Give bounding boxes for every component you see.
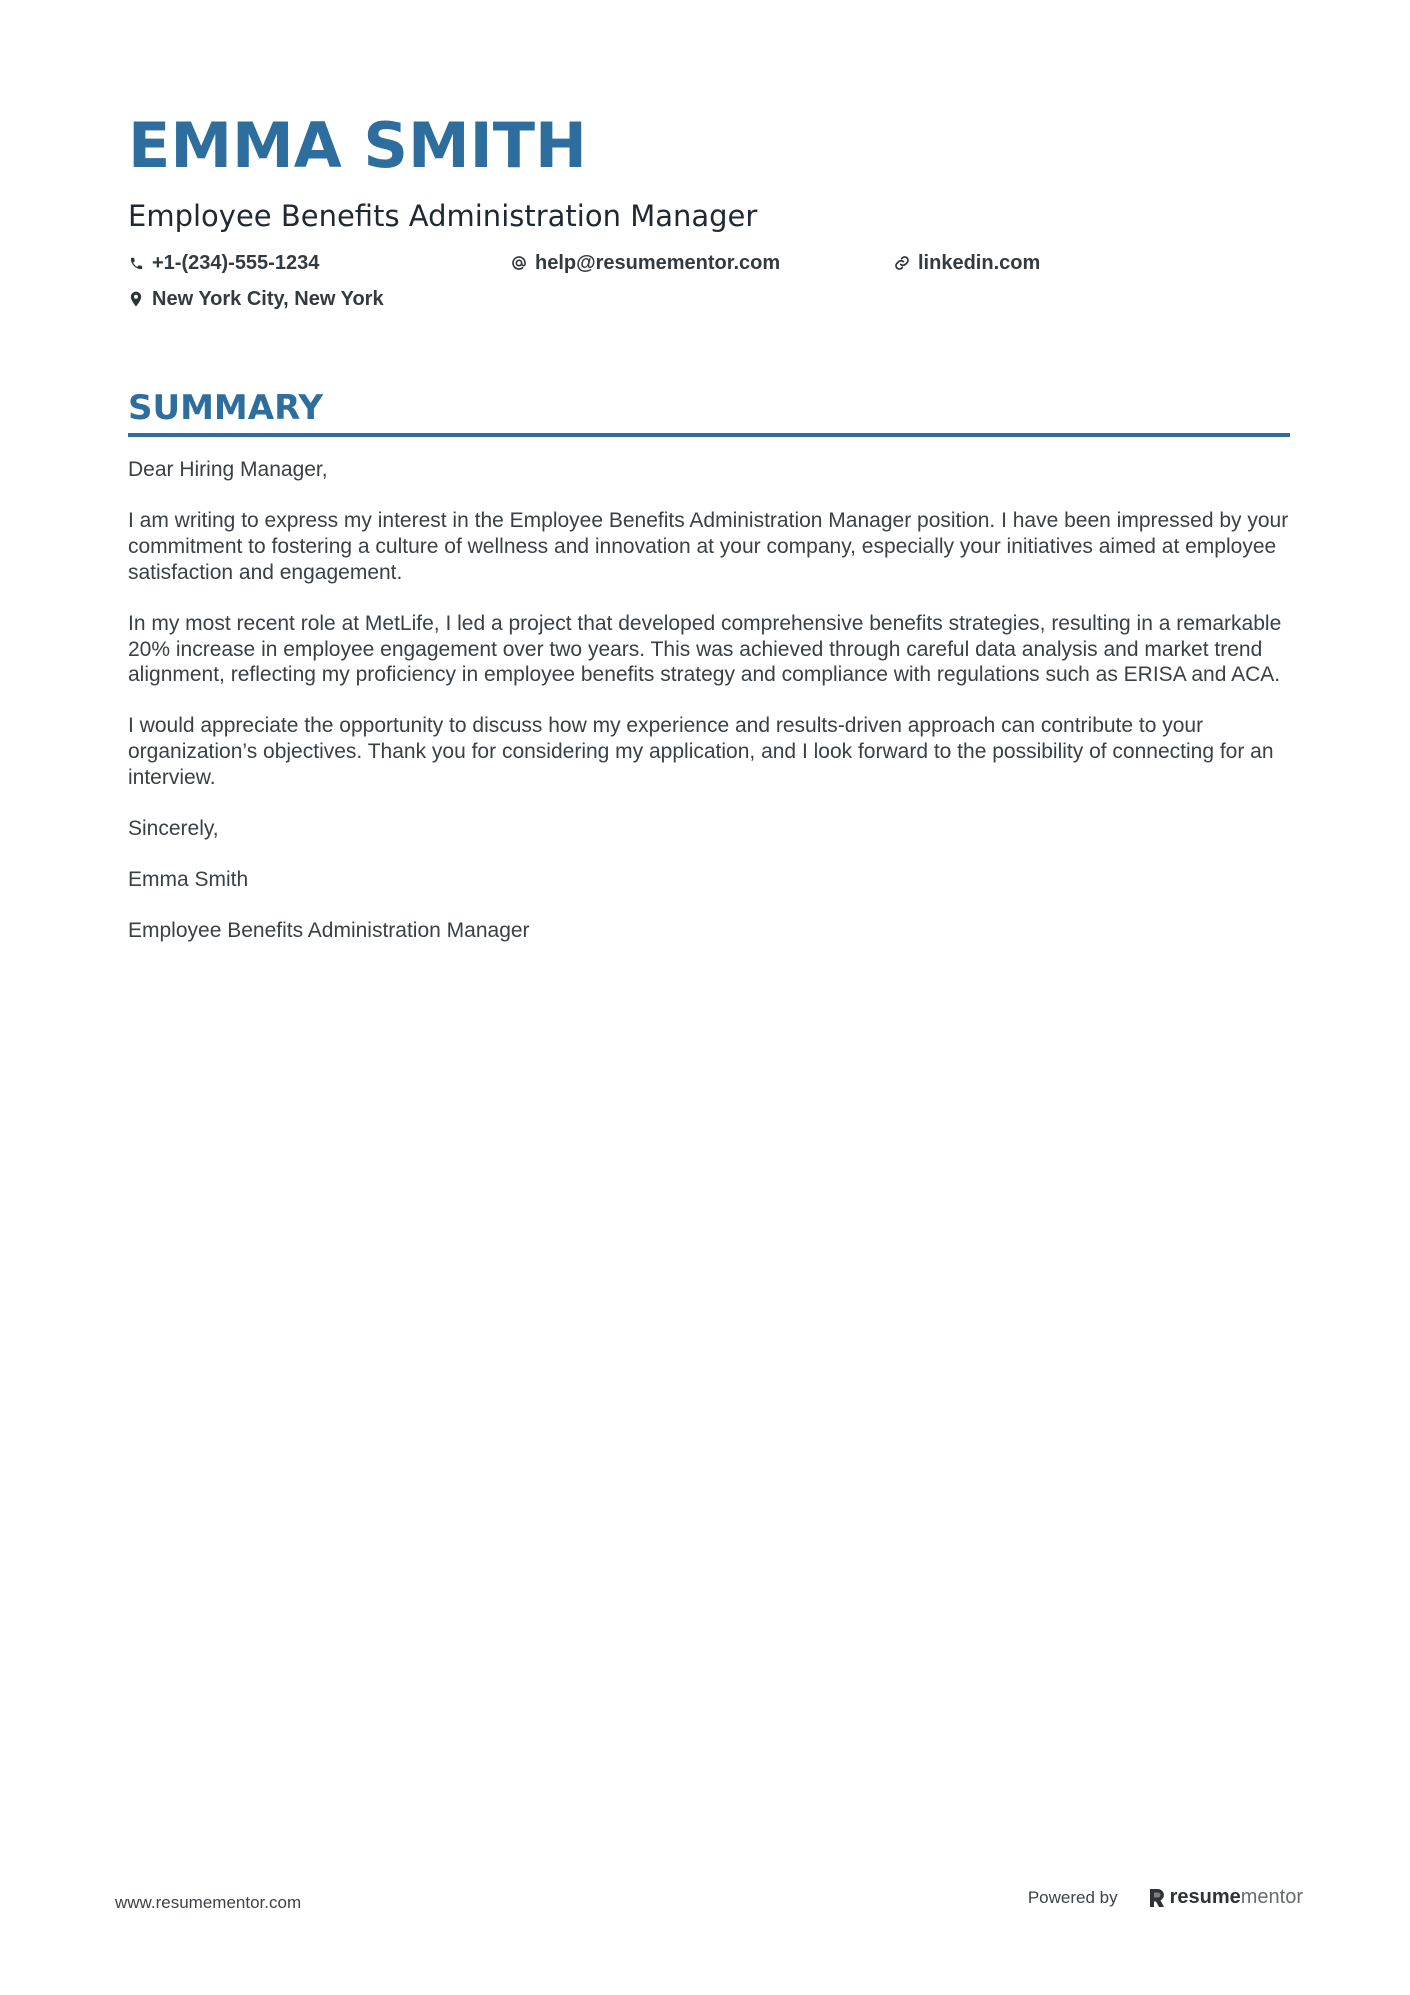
summary-section	[128, 385, 1290, 970]
brand-logo[interactable]	[1148, 1886, 1303, 1909]
job-title: Employee Benefits Administration Manager	[128, 199, 758, 233]
phone-text: +1-(234)-555-1234	[152, 252, 320, 274]
brand-text-bold: resume	[1169, 1886, 1241, 1908]
linkedin-text: linkedin.com	[918, 252, 1041, 274]
section-heading: SUMMARY	[128, 385, 1290, 437]
signature-name: Emma Smith	[128, 868, 249, 892]
contact-email[interactable]	[511, 248, 894, 278]
at-icon	[511, 255, 527, 271]
candidate-name: EMMA SMITH	[128, 109, 587, 182]
link-icon	[894, 255, 910, 271]
footer-website[interactable]: www.resumementor.com	[115, 1893, 302, 1912]
footer-branding	[1028, 1886, 1303, 1909]
brand-text-light: mentor	[1240, 1886, 1303, 1908]
greeting: Dear Hiring Manager,	[128, 458, 328, 481]
closing: Sincerely,	[128, 817, 219, 841]
phone-icon	[128, 255, 144, 271]
map-pin-icon	[128, 291, 144, 307]
contact-phone[interactable]	[128, 248, 511, 278]
powered-by-label: Powered by	[1027, 1887, 1118, 1907]
letter-paragraph-3: I would appreciate the opportunity to discuss how my experience and results-driven approach can contribute to your organization’s objectives. Thank you for considering my application, and I look forward to the possibility of connecting for an interview.	[128, 714, 1274, 789]
letter-paragraph-1: I am writing to express my interest in the Employee Benefits Administration Manager position. I have been impressed by your commitment to fostering a culture of wellness and innovation at your company, especially your initiatives aimed at employee satisfaction and engagement.	[128, 509, 1289, 584]
location-text: New York City, New York	[152, 288, 384, 310]
contact-info	[128, 248, 1290, 314]
contact-location	[128, 284, 511, 314]
cover-letter-body	[128, 457, 1290, 944]
letter-paragraph-2: In my most recent role at MetLife, I led a project that developed comprehensive benefits strategies, resulting in a remarkable 20% increase in employee engagement over two years. This was achieved through careful data analysis and market trend alignment, reflecting my proficiency in employee benefits strategy and compliance with regulations such as ERISA and ACA.	[128, 611, 1282, 687]
email-text: help@resumementor.com	[535, 252, 781, 274]
resumementor-logo-icon	[1148, 1887, 1166, 1909]
signature-title: Employee Benefits Administration Manager	[128, 919, 530, 943]
contact-linkedin[interactable]	[894, 248, 1277, 278]
resume-header	[128, 108, 1290, 314]
